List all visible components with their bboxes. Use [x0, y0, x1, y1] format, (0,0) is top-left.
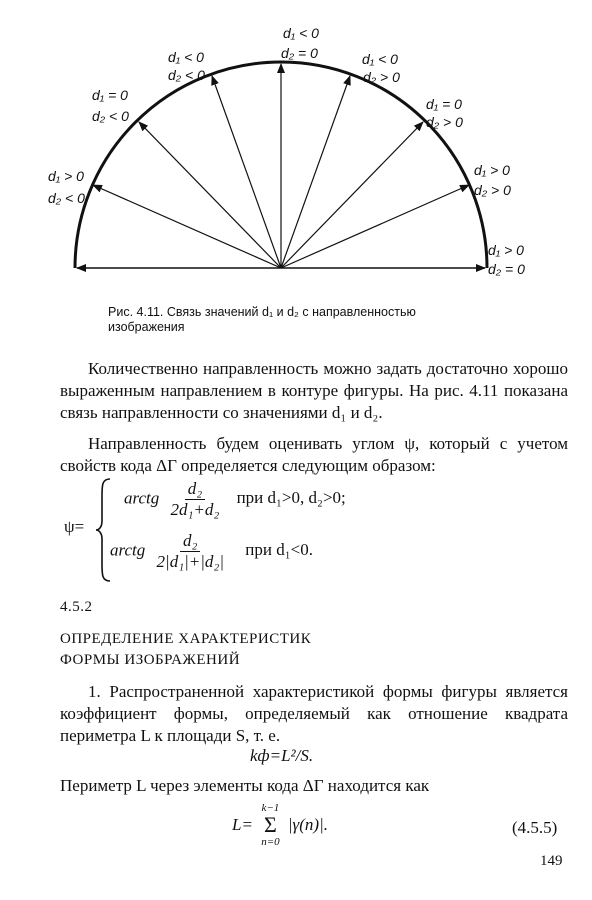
directionality-diagram: [0, 0, 592, 300]
label-top-d1: d₁ < 0: [283, 25, 319, 41]
section-number: 4.5.2: [60, 599, 93, 615]
section-title-1: ОПРЕДЕЛЕНИЕ ХАРАКТЕРИСТИК: [60, 631, 312, 647]
row1-fraction: [168, 479, 223, 520]
label-lowleft-d2: d₂ < 0: [48, 190, 85, 206]
row1-condition: при d₁>0, d₂>0;: [236, 488, 346, 508]
row2-fn: arctg: [110, 540, 146, 560]
row2-fraction: [154, 531, 228, 572]
sum-body: |γ(n)|.: [287, 815, 328, 834]
label-upright-d1: d₁ < 0: [362, 51, 398, 67]
row1-num: d₂: [185, 479, 205, 500]
arrow-right-low: [281, 185, 469, 268]
paragraph-shape-coefficient: 1. Распространенной характеристикой формы фигуры является коэффициент формы, определяемый как отношение квадрата периметра L к площади S, т. е.: [60, 682, 568, 745]
label-baseline-d1: d₁ > 0: [488, 242, 524, 258]
label-lowright-d1: d₁ > 0: [474, 162, 510, 178]
equation-number: (4.5.5): [512, 818, 558, 837]
label-upleft-d1: d₁ < 0: [168, 49, 204, 65]
page-number: 149: [540, 853, 563, 869]
label-midright-d2: d₂ > 0: [426, 114, 463, 130]
sum-lower: n=0: [261, 836, 280, 848]
arrow-left-mid: [139, 122, 281, 268]
psi-formula: [64, 475, 484, 585]
perimeter-formula: [232, 802, 328, 848]
arrow-left-low: [93, 185, 281, 268]
label-midright-d1: d₁ = 0: [426, 96, 462, 112]
label-upright-d2: d₂ > 0: [363, 69, 400, 85]
label-baseline-d2: d₂ = 0: [488, 261, 525, 277]
row1-den: 2d₁+d₂: [170, 500, 220, 519]
psi-lhs: ψ=: [64, 517, 85, 536]
sum-symbol: Σ: [264, 812, 277, 837]
label-lowright-d2: d₂ > 0: [474, 182, 511, 198]
label-top-d2: d₂ = 0: [281, 45, 318, 61]
label-lowleft-d1: d₁ > 0: [48, 168, 84, 184]
section-title-2: ФОРМЫ ИЗОБРАЖЕНИЙ: [60, 652, 241, 668]
paragraph-perimeter: Периметр L через элементы кода ΔΓ находится как: [60, 776, 430, 795]
arrow-right-mid: [281, 122, 423, 268]
row1-fn: arctg: [124, 488, 160, 508]
sum-upper: k−1: [261, 802, 280, 814]
shape-coefficient-formula: kф=L²/S.: [250, 746, 314, 765]
paragraph-directionality: Количественно направленность можно задать достаточно хорошо выраженным направлением в контуре фигуры. На рис. 4.11 показана связь направленности со значениями d₁ и d₂.: [60, 359, 568, 422]
caption-line-2: изображения: [108, 320, 185, 334]
perimeter-lhs: L=: [232, 815, 253, 834]
psi-row-2: [110, 531, 313, 572]
row2-den: 2|d₁|+|d₂|: [156, 552, 225, 571]
label-midleft-d2: d₂ < 0: [92, 108, 129, 124]
arrow-upper-left: [212, 76, 281, 268]
paragraph-angle: Направленность будем оценивать углом ψ, который с учетом свойств кода ΔΓ определяется следующим образом:: [60, 434, 568, 475]
figure-caption: [108, 305, 528, 335]
row2-num: d₂: [180, 531, 200, 552]
arrow-upper-right: [281, 76, 350, 268]
psi-row-1: [124, 479, 346, 520]
sum-operator: [261, 802, 279, 848]
row2-condition: при d₁<0.: [245, 540, 313, 560]
caption-line-1: Рис. 4.11. Связь значений d₁ и d₂ с направленностью: [108, 305, 416, 319]
label-midleft-d1: d₁ = 0: [92, 87, 128, 103]
label-upleft-d2: d₂ < 0: [168, 67, 205, 83]
